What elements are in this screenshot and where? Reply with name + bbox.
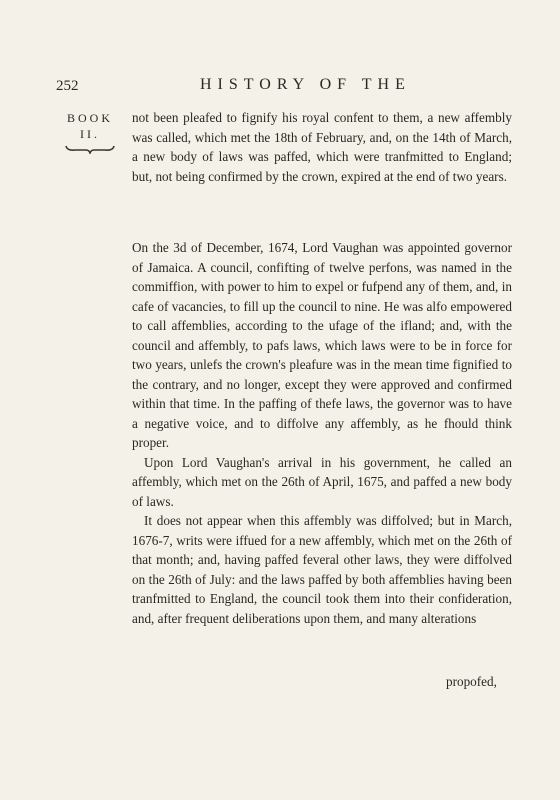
brace-ornament-icon	[65, 144, 115, 154]
paragraph-1: not been pleafed to fignify his royal confent to them, a new affembly was called, which met the 18th of February, and, on the 14th of March, a new body of laws was paffed, which were tranfmitted to England; but, not being confirmed by the crown, expired at the end of two years.	[132, 110, 512, 184]
paragraph-3: Upon Lord Vaughan's arrival in his government, he called an affembly, which met on the 26th of April, 1675, and paffed a new body of laws.	[132, 454, 512, 509]
page-number: 252	[56, 78, 79, 94]
running-title: HISTORY OF THE	[200, 76, 411, 93]
paragraph-continuation	[132, 108, 512, 186]
paragraph-2: On the 3d of December, 1674, Lord Vaughan was appointed governor of Jamaica. A council, confifting of twelve perfons, was named in the commiffion, with power to him to expel or fufpend any of them, and, in cafe of vacancies, to fill up the council to nine. He was alfo empowered to call affemblies, according to the ufage of the ifland; and, with the council and affembly, to pafs laws, which laws were to be in force for two years, unlefs the crown's pleafure was in the mean time fignified to the contrary, and no longer, except they were approved and confirmed within that time. In the paffing of thefe laws, the governor was to have a negative voice, and to diffolve any affembly, as he fhould think proper.	[132, 240, 512, 450]
paragraph-4: It does not appear when this affembly was diffolved; but in March, 1676-7, writs were iffued for a new affembly, which met on the 26th of that month; and, having paffed feveral other laws, they were diffolved on the 26th of July: and the laws paffed by both affemblies having been tranfmitted to England, the council took them into their confideration, and, after frequent deliberations upon them, and many alterations	[132, 513, 512, 626]
margin-note	[60, 110, 120, 154]
margin-note-book: BOOK	[66, 111, 113, 125]
main-text	[132, 238, 512, 628]
catchword: propofed,	[446, 674, 497, 689]
margin-note-number: II.	[80, 127, 100, 141]
